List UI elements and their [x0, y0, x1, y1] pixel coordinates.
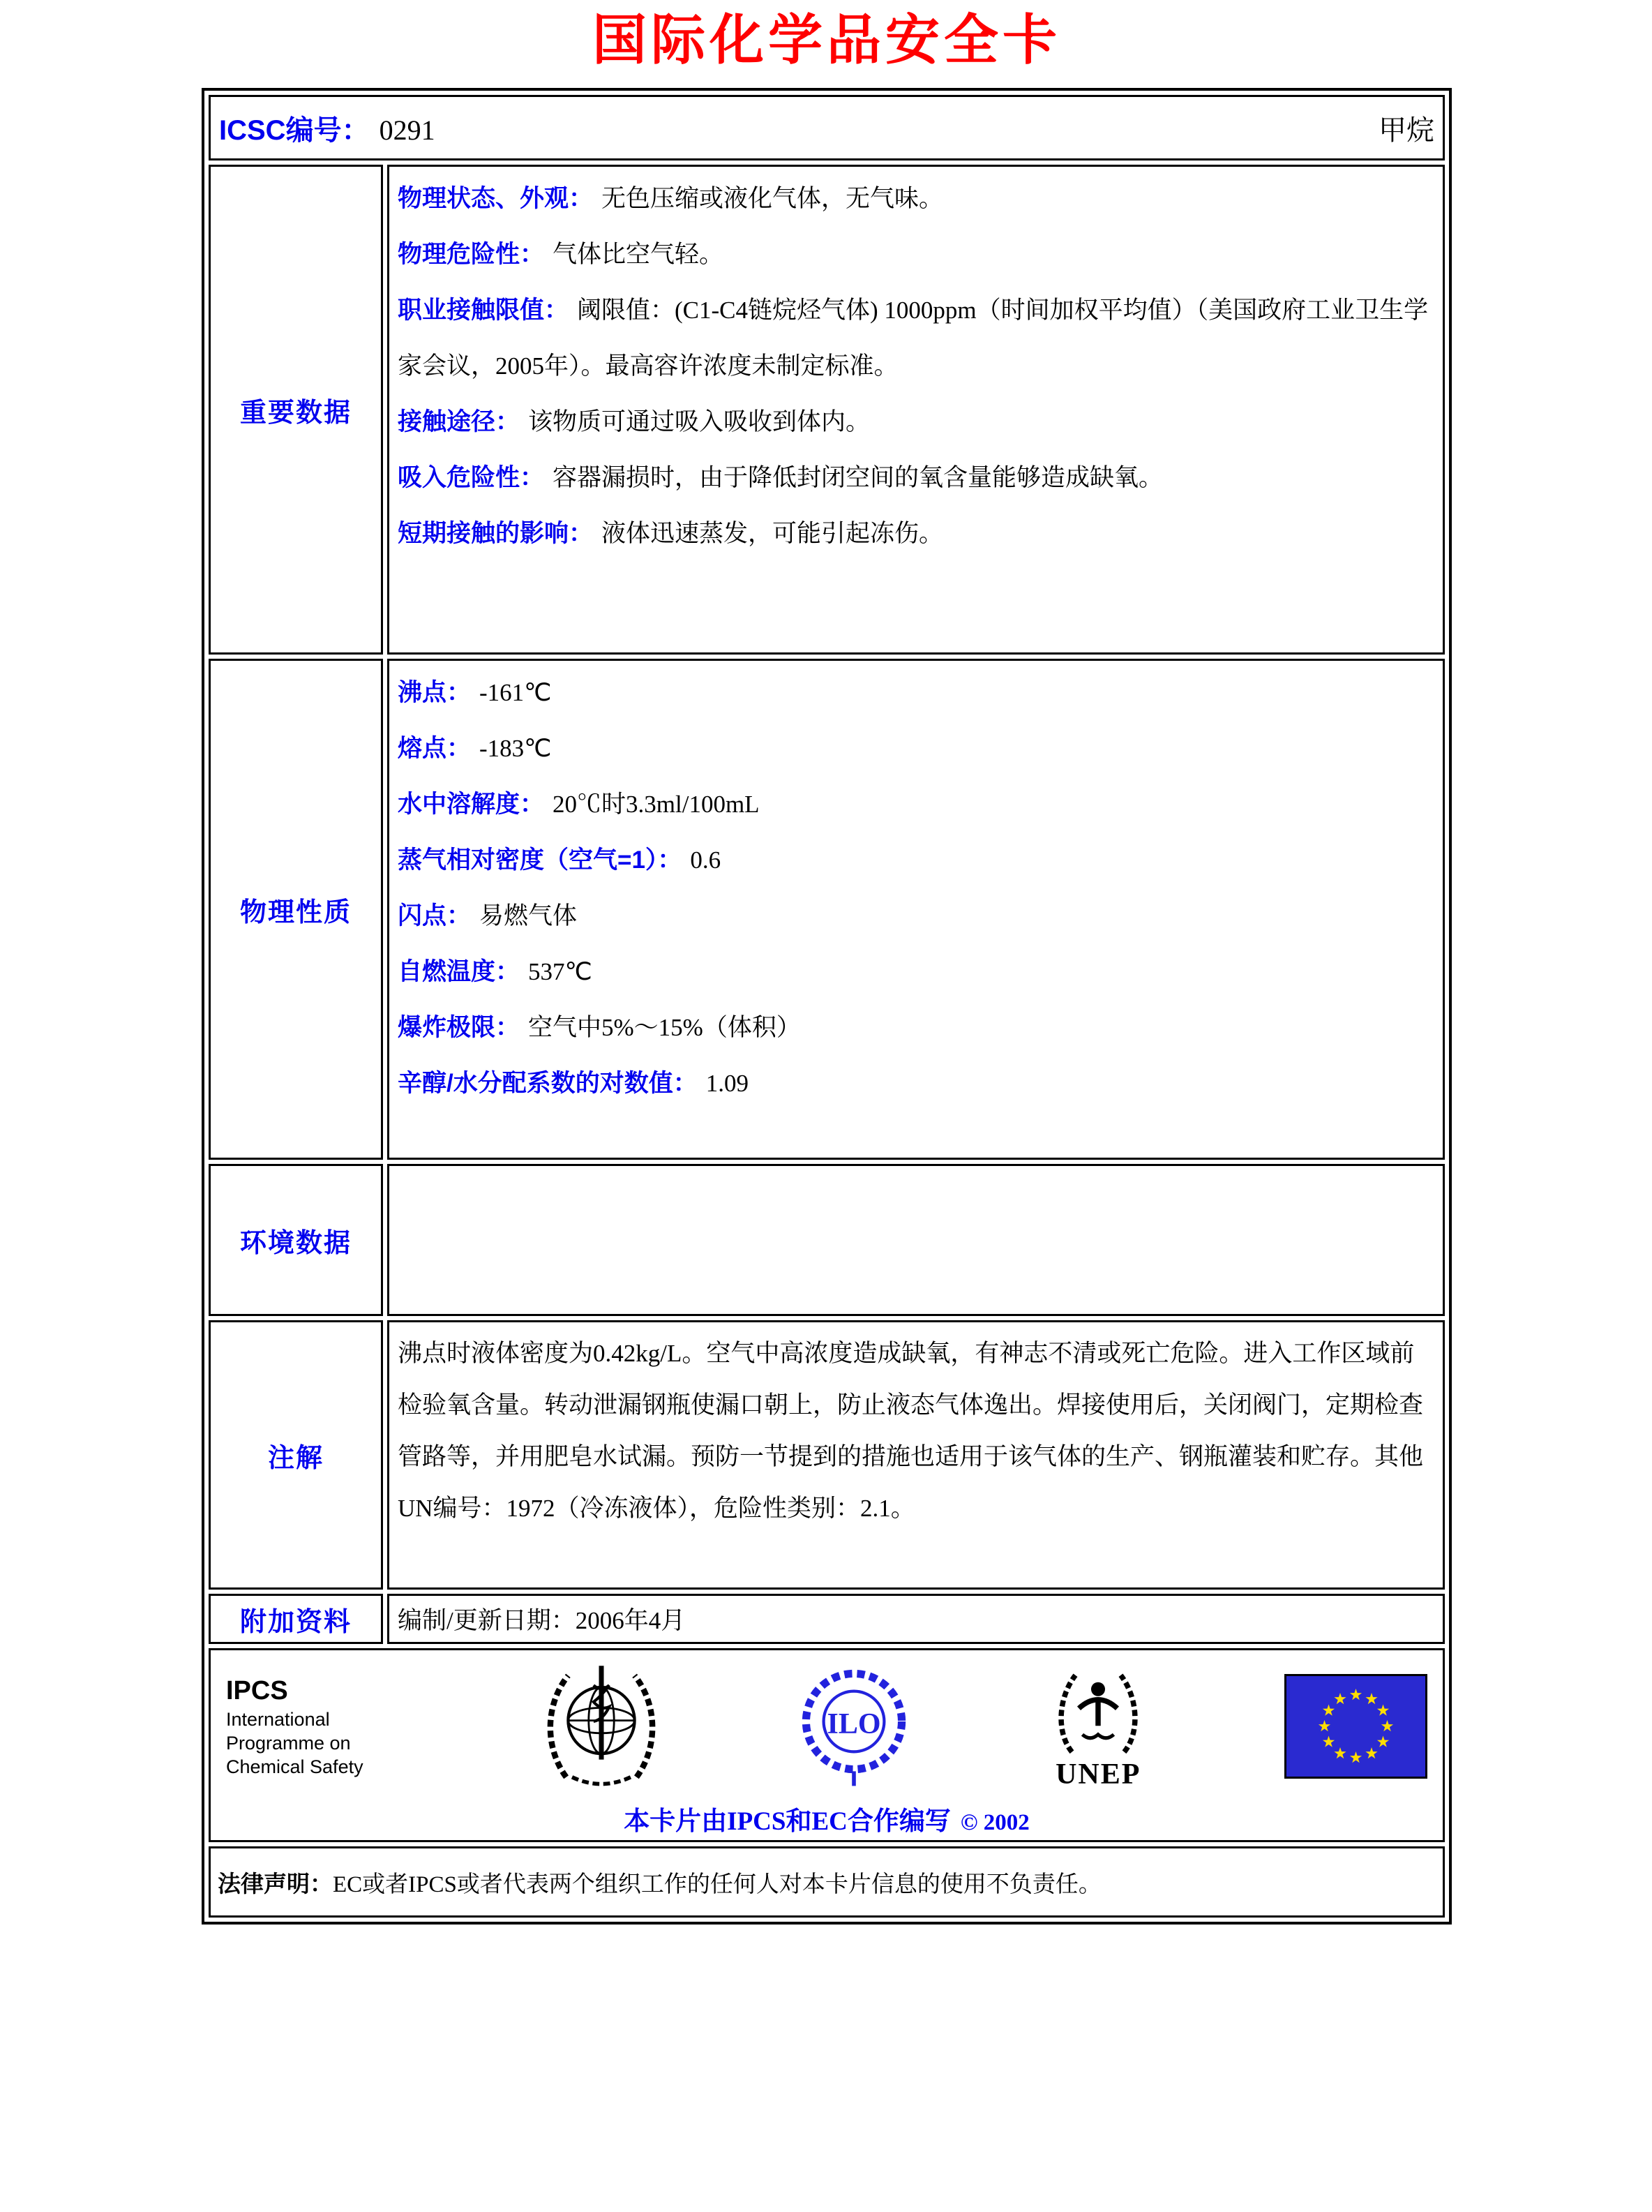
icsc-number-group [219, 108, 435, 148]
logo-strip [226, 1657, 1427, 1795]
ipcs-line: Chemical Safety [226, 1756, 363, 1777]
water-solubility-line [398, 777, 1433, 832]
legal-notice-row [209, 1846, 1445, 1918]
chemical-name: 甲烷 [1379, 114, 1434, 146]
flash-point-line [398, 888, 1433, 944]
page-title: 国际化学品安全卡 [592, 10, 1061, 70]
credit-year: © 2002 [960, 1810, 1030, 1835]
legal-notice-label: 法律声明： [218, 1870, 333, 1897]
notes-content: 沸点时液体密度为0.42kg/L。空气中高浓度造成缺氧，有神志不清或死亡危险。进入工作区域前检验氧含量。转动泄漏钢瓶使漏口朝上，防止液态气体逸出。焊接使用后，关闭阀门，定期检查管路等，并用肥皂水试漏。预防一节提到的措施也适用于该气体的生产、钢瓶灌装和贮存。其他UN编号：1972（冷冻液体），危险性类别：2.1。 [387, 1320, 1445, 1590]
legal-notice-cell [209, 1846, 1445, 1918]
property-value: -183℃ [479, 735, 552, 762]
icsc-number-value: 0291 [379, 114, 435, 146]
property-value: 阈限值：(C1-C4链烷烃气体) 1000ppm（时间加权平均值）（美国政府工业卫生学家会议，2005年）。最高容许浓度未制定标准。 [398, 297, 1429, 380]
property-label: 接触途径： [398, 408, 520, 435]
section-label-physical: 物理性质 [209, 659, 383, 1160]
explosive-limits-line [398, 1000, 1433, 1056]
property-label: 自燃温度： [398, 958, 520, 985]
environmental-data-row [209, 1164, 1445, 1316]
property-value: 空气中5%～15%（体积） [528, 1014, 801, 1041]
property-label: 沸点： [398, 679, 472, 706]
property-label: 蒸气相对密度（空气=1）： [398, 846, 682, 874]
important-data-content [387, 165, 1445, 655]
logos-row [209, 1648, 1445, 1842]
notes-row [209, 1320, 1445, 1590]
octanol-water-partition-line [398, 1056, 1433, 1112]
property-label: 吸入危险性： [398, 464, 545, 491]
environmental-data-content [387, 1164, 1445, 1316]
header-inner [219, 108, 1434, 148]
header-row [209, 95, 1445, 160]
physical-state-line [398, 171, 1433, 227]
credit-line [226, 1800, 1427, 1837]
property-value: 气体比空气轻。 [553, 241, 724, 268]
property-label: 物理状态、外观： [398, 185, 594, 212]
eu-flag-icon [1284, 1674, 1427, 1779]
property-value: 537℃ [528, 958, 592, 985]
logos-cell [209, 1648, 1445, 1842]
property-label: 闪点： [398, 902, 472, 929]
section-label-important: 重要数据 [209, 165, 383, 655]
unep-logo-icon [1046, 1663, 1150, 1759]
ipcs-line: International [226, 1709, 330, 1730]
property-label: 辛醇/水分配系数的对数值： [398, 1070, 698, 1097]
property-value: 20℃时3.3ml/100mL [553, 791, 760, 818]
property-value: -161℃ [479, 679, 552, 706]
ipcs-text-block [226, 1674, 407, 1779]
exposure-routes-line [398, 394, 1433, 450]
unep-caption: UNEP [1056, 1758, 1141, 1791]
section-label-additional: 附加资料 [209, 1594, 383, 1644]
header-cell [209, 95, 1445, 160]
property-value: 该物质可通过吸入吸收到体内。 [528, 408, 871, 435]
physical-hazard-line [398, 227, 1433, 283]
section-label-environment: 环境数据 [209, 1164, 383, 1316]
important-data-row [209, 165, 1445, 655]
additional-info-row [209, 1594, 1445, 1644]
property-label: 物理危险性： [398, 241, 545, 268]
ipcs-acronym: IPCS [226, 1676, 288, 1705]
property-value: 液体迅速蒸发，可能引起冻伤。 [601, 520, 944, 547]
icsc-number-label: ICSC编号： [219, 114, 370, 146]
additional-info-content: 编制/更新日期：2006年4月 [387, 1594, 1445, 1644]
svg-text:ILO: ILO [826, 1707, 881, 1740]
melting-point-line [398, 721, 1433, 777]
property-label: 短期接触的影响： [398, 520, 594, 547]
autoignition-temperature-line [398, 944, 1433, 1000]
property-value: 容器漏损时，由于降低封闭空间的氧含量能够造成缺氧。 [553, 464, 1164, 491]
short-term-exposure-line [398, 506, 1433, 562]
property-label: 爆炸极限： [398, 1014, 520, 1041]
property-value: 0.6 [690, 846, 721, 874]
property-value: 无色压缩或液化气体，无气味。 [601, 185, 944, 212]
section-label-notes: 注解 [209, 1320, 383, 1590]
property-value: 1.09 [705, 1070, 749, 1097]
who-logo-icon [541, 1658, 661, 1795]
legal-notice-text: EC或者IPCS或者代表两个组织工作的任何人对本卡片信息的使用不负责任。 [333, 1871, 1102, 1897]
physical-properties-row [209, 659, 1445, 1160]
unep-logo-block [1046, 1663, 1150, 1790]
property-label: 职业接触限值： [398, 297, 569, 324]
ipcs-line: Programme on [226, 1733, 351, 1754]
ilo-logo-icon [795, 1661, 913, 1792]
boiling-point-line [398, 665, 1433, 721]
icsc-card-table [202, 88, 1452, 1925]
vapor-density-line [398, 832, 1433, 888]
credit-text: 本卡片由IPCS和EC合作编写 [624, 1807, 951, 1836]
inhalation-risk-line [398, 450, 1433, 506]
occupational-exposure-limit-line [398, 283, 1433, 394]
property-value: 易燃气体 [479, 902, 578, 929]
property-label: 熔点： [398, 735, 472, 762]
physical-properties-content [387, 659, 1445, 1160]
card-wrapper [202, 6, 1452, 1925]
property-label: 水中溶解度： [398, 791, 545, 818]
